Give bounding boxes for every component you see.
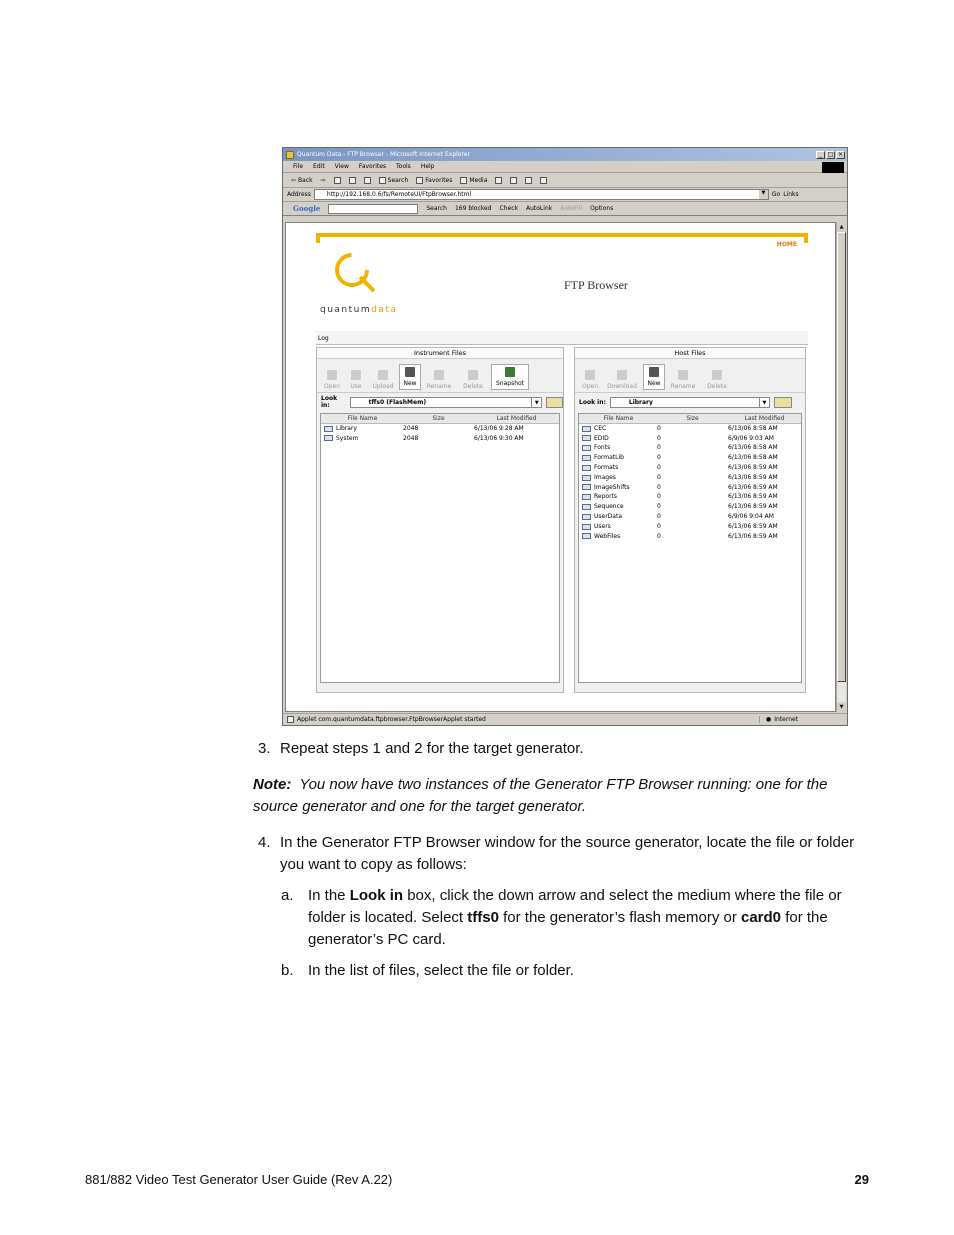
delete-icon — [468, 370, 478, 380]
col-size[interactable]: Size — [432, 415, 445, 422]
file-modified: 6/13/06 8:59 AM — [728, 473, 778, 481]
rename-label: Rename — [426, 383, 452, 390]
back-label: Back — [298, 176, 313, 184]
history-icon[interactable] — [495, 177, 502, 184]
note-paragraph — [253, 774, 873, 818]
file-modified: 6/13/06 9:28 AM — [474, 424, 524, 432]
download-label: Download — [607, 383, 637, 390]
ui-term: Look in — [349, 887, 404, 904]
search-label: Search — [387, 176, 409, 184]
file-size: 0 — [657, 463, 661, 471]
windows-logo — [822, 162, 844, 173]
file-row[interactable] — [579, 443, 801, 453]
file-name: Library — [336, 424, 357, 432]
delete-icon — [712, 370, 722, 380]
chevron-down-icon[interactable]: ▼ — [531, 398, 541, 407]
file-size: 2048 — [403, 434, 419, 442]
search-button[interactable] — [379, 177, 409, 184]
text-run: In the — [308, 887, 350, 904]
google-search-input[interactable] — [328, 204, 418, 214]
delete-label: Delete — [707, 383, 727, 390]
file-list-header — [321, 414, 559, 424]
folder-icon — [582, 465, 591, 471]
maximize-button[interactable]: □ — [827, 150, 834, 158]
file-size: 0 — [657, 512, 661, 520]
instrument-file-list — [320, 413, 560, 683]
ui-term: card0 — [741, 909, 782, 926]
file-row[interactable] — [579, 512, 801, 522]
open-label: Open — [581, 383, 599, 390]
delete-label: Delete — [463, 383, 483, 390]
scroll-up-icon[interactable]: ▲ — [837, 222, 846, 232]
host-delete-button[interactable] — [701, 370, 733, 390]
popup-blocked-count[interactable]: 169 blocked — [454, 205, 492, 212]
chevron-down-icon[interactable]: ▼ — [759, 398, 769, 407]
page-title: FTP Browser — [564, 278, 628, 292]
address-dropdown-icon[interactable]: ▼ — [759, 190, 768, 199]
file-modified: 6/9/06 9:03 AM — [728, 434, 774, 442]
file-name: FormatLib — [594, 454, 624, 462]
favorites-icon — [416, 177, 423, 184]
col-last-modified[interactable]: Last Modified — [496, 415, 537, 422]
brand-data: data — [371, 305, 398, 315]
substep-letter: b. — [281, 962, 294, 979]
instrument-files-title: Instrument Files — [317, 348, 563, 359]
stop-icon[interactable] — [334, 177, 341, 184]
file-name: UserData — [594, 512, 623, 520]
folder-icon — [582, 435, 591, 441]
host-files-pane — [574, 347, 806, 693]
go-button[interactable]: Go — [771, 191, 781, 198]
spell-check-button[interactable]: Check — [499, 205, 518, 212]
menu-edit[interactable]: Edit — [313, 163, 325, 170]
col-last-modified[interactable]: Last Modified — [744, 415, 785, 422]
folder-icon — [582, 504, 591, 510]
look-in-value: tffs0 (FlashMem) — [368, 398, 427, 406]
open-label: Open — [323, 383, 341, 390]
menu-file[interactable]: File — [293, 163, 304, 170]
instrument-use-button[interactable] — [345, 370, 367, 390]
forward-button[interactable]: ⇨ — [320, 176, 326, 184]
file-name: Fonts — [594, 444, 611, 452]
step-text: In the Generator FTP Browser window for the source generator, locate the file or folder you want to copy as follows: — [280, 834, 855, 873]
note-text: You now have two instances of the Generator FTP Browser running: one for the source generator and one for the target generator. — [253, 776, 828, 815]
footer-title: 881/882 Video Test Generator User Guide (Rev A.22) — [85, 1172, 393, 1187]
file-name: Reports — [594, 493, 618, 501]
autolink-button[interactable]: AutoLink — [526, 205, 553, 212]
host-toolbar — [575, 359, 805, 393]
vertical-scrollbar[interactable] — [836, 222, 846, 712]
file-size: 0 — [657, 454, 661, 462]
upload-icon — [378, 370, 388, 380]
new-label: New — [403, 380, 417, 387]
host-files-title: Host Files — [575, 348, 805, 359]
home-icon[interactable] — [364, 177, 371, 184]
address-label: Address — [287, 191, 311, 198]
rename-icon — [678, 370, 688, 380]
google-logo[interactable]: Google — [293, 204, 321, 213]
print-icon[interactable] — [525, 177, 532, 184]
file-modified: 6/13/06 9:30 AM — [474, 434, 524, 442]
applet-icon — [287, 716, 294, 723]
use-label: Use — [350, 383, 362, 390]
step-text: Repeat steps 1 and 2 for the target generator. — [280, 740, 584, 757]
step-number: 4. — [258, 834, 271, 851]
folder-icon — [324, 426, 333, 432]
new-folder-icon — [649, 367, 659, 377]
file-row[interactable] — [579, 453, 801, 463]
media-button[interactable] — [460, 177, 487, 184]
look-in-value: Library — [628, 398, 653, 406]
folder-icon — [582, 475, 591, 481]
log-label: Log — [318, 335, 329, 342]
step-number: 3. — [258, 740, 271, 757]
menu-tools[interactable]: Tools — [396, 163, 411, 170]
file-modified: 6/13/06 8:59 AM — [728, 493, 778, 501]
brand-quantum: quantum — [320, 305, 372, 315]
file-name: WebFiles — [594, 532, 621, 540]
file-modified: 6/13/06 8:59 AM — [728, 503, 778, 511]
open-icon — [585, 370, 595, 380]
status-bar — [283, 713, 847, 725]
brand-wordmark — [320, 305, 397, 315]
upload-label: Upload — [372, 383, 394, 390]
folder-icon — [324, 435, 333, 441]
file-size: 0 — [657, 473, 661, 481]
ie-icon — [286, 151, 294, 159]
file-modified: 6/13/06 8:58 AM — [728, 444, 778, 452]
file-modified: 6/13/06 8:59 AM — [728, 483, 778, 491]
scroll-thumb[interactable] — [837, 232, 846, 682]
file-size: 0 — [657, 444, 661, 452]
edit-icon[interactable] — [540, 177, 547, 184]
rename-label: Rename — [670, 383, 696, 390]
links-button[interactable]: Links — [783, 191, 799, 198]
options-button[interactable]: Options — [590, 205, 614, 212]
file-name: Formats — [594, 463, 619, 471]
page-frame-decoration — [316, 233, 808, 239]
file-size: 2048 — [403, 424, 419, 432]
menu-bar — [283, 161, 847, 173]
file-modified: 6/13/06 8:58 AM — [728, 454, 778, 462]
instrument-open-button[interactable] — [321, 370, 343, 390]
open-icon — [327, 370, 337, 380]
close-button[interactable]: × — [837, 150, 844, 158]
file-row[interactable] — [579, 473, 801, 483]
instrument-snapshot-button[interactable] — [491, 364, 529, 390]
file-modified: 6/13/06 8:59 AM — [728, 463, 778, 471]
up-folder-icon[interactable] — [774, 397, 792, 408]
col-file-name[interactable]: File Name — [603, 414, 634, 422]
file-size: 0 — [657, 483, 661, 491]
globe-icon: ● — [766, 716, 772, 723]
col-file-name[interactable]: File Name — [347, 414, 378, 422]
substep-text: In the list of files, select the file or folder. — [308, 962, 574, 979]
refresh-icon[interactable] — [349, 177, 356, 184]
favorites-label: Favorites — [425, 176, 453, 184]
scroll-down-icon[interactable]: ▼ — [837, 702, 846, 712]
file-name: Images — [594, 473, 616, 481]
minimize-button[interactable]: _ — [816, 151, 825, 159]
file-row[interactable] — [579, 463, 801, 473]
file-name: CEC — [594, 424, 607, 432]
file-row[interactable] — [579, 424, 801, 434]
file-name: Users — [594, 522, 611, 530]
menu-favorites[interactable]: Favorites — [358, 163, 387, 170]
address-bar — [283, 188, 847, 202]
file-row[interactable] — [579, 483, 801, 493]
note-label: Note: — [253, 776, 292, 793]
menu-help[interactable]: Help — [420, 163, 435, 170]
file-modified: 6/13/06 8:59 AM — [728, 532, 778, 540]
security-zone — [759, 716, 847, 723]
file-size: 0 — [657, 434, 661, 442]
text-run: box, click the down arrow and select the medium where the file or folder is located. Select — [308, 887, 842, 926]
snapshot-icon — [505, 367, 515, 377]
file-name: ImageShifts — [594, 483, 630, 491]
address-input[interactable] — [314, 189, 769, 200]
host-open-button[interactable] — [579, 370, 601, 390]
file-list-header — [579, 414, 801, 424]
file-size: 0 — [657, 532, 661, 540]
folder-icon — [582, 533, 591, 539]
instrument-look-in — [317, 393, 563, 411]
file-name: Sequence — [594, 503, 624, 511]
file-modified: 6/13/06 8:58 AM — [728, 424, 778, 432]
file-size: 0 — [657, 522, 661, 530]
host-look-in — [575, 393, 805, 411]
file-row[interactable] — [579, 502, 801, 512]
look-in-label: Look in: — [579, 398, 606, 406]
search-icon — [379, 177, 386, 184]
file-size: 0 — [657, 493, 661, 501]
media-label: Media — [469, 176, 488, 184]
file-name: System — [336, 434, 359, 442]
folder-icon — [582, 514, 591, 520]
substep-letter: a. — [281, 887, 294, 904]
substep-text — [308, 885, 870, 951]
status-text: Applet com.quantumdata.ftpbrowser.FtpBrowserApplet started — [297, 716, 486, 723]
file-row[interactable] — [579, 522, 801, 532]
google-search-button[interactable]: Search — [426, 205, 447, 212]
favorites-button[interactable] — [416, 177, 452, 184]
folder-icon — [582, 484, 591, 490]
back-arrow-icon: ⇦ — [291, 176, 297, 184]
file-name: EDID — [594, 434, 609, 442]
new-folder-icon — [405, 367, 415, 377]
quantumdata-logo-icon — [330, 251, 382, 293]
log-bar[interactable] — [316, 331, 808, 345]
snapshot-label: Snapshot — [495, 380, 525, 387]
instrument-upload-button[interactable] — [369, 370, 397, 390]
new-label: New — [647, 380, 661, 387]
window-titlebar — [283, 148, 847, 161]
browser-screenshot — [282, 147, 848, 726]
folder-icon — [582, 426, 591, 432]
rename-icon — [434, 370, 444, 380]
home-link[interactable]: HOME — [776, 241, 797, 248]
host-rename-button[interactable] — [667, 370, 699, 390]
file-row[interactable] — [579, 492, 801, 502]
window-title: Quantum Data - FTP Browser - Microsoft Internet Explorer — [297, 151, 470, 158]
file-row[interactable] — [321, 434, 559, 444]
address-value: http://192.168.0.6/fs/RemoteUI/FtpBrowser.html — [326, 191, 472, 198]
browser-toolbar — [283, 173, 847, 188]
folder-icon — [582, 445, 591, 451]
autofill-button[interactable]: AutoFill — [560, 205, 583, 212]
col-size[interactable]: Size — [686, 415, 699, 422]
menu-view[interactable]: View — [334, 163, 349, 170]
folder-icon — [582, 494, 591, 500]
mail-icon[interactable] — [510, 177, 517, 184]
instrument-delete-button[interactable] — [457, 370, 489, 390]
text-run: for the generator’s PC card. — [308, 909, 828, 948]
file-modified: 6/9/06 9:04 AM — [728, 512, 774, 520]
text-run: for the generator’s flash memory or — [498, 909, 741, 926]
page-number: 29 — [854, 1172, 869, 1187]
host-new-button[interactable] — [643, 364, 665, 390]
download-icon — [617, 370, 627, 380]
look-in-label: Look in: — [321, 395, 338, 409]
media-icon — [460, 177, 467, 184]
file-row[interactable] — [579, 532, 801, 542]
file-size: 0 — [657, 503, 661, 511]
instrument-files-pane — [316, 347, 564, 693]
instrument-new-button[interactable] — [399, 364, 421, 390]
google-toolbar — [283, 202, 847, 216]
file-size: 0 — [657, 424, 661, 432]
file-row[interactable] — [579, 434, 801, 444]
file-modified: 6/13/06 8:59 AM — [728, 522, 778, 530]
file-row[interactable] — [321, 424, 559, 434]
back-button[interactable] — [291, 177, 313, 184]
zone-label: Internet — [774, 716, 799, 723]
up-folder-icon[interactable] — [546, 397, 563, 408]
instrument-toolbar — [317, 359, 563, 393]
page-viewport — [285, 222, 836, 712]
instrument-rename-button[interactable] — [423, 370, 455, 390]
folder-icon — [582, 455, 591, 461]
host-download-button[interactable] — [603, 370, 641, 390]
folder-icon — [582, 524, 591, 530]
instrument-look-in-select[interactable] — [350, 397, 543, 408]
host-look-in-select[interactable] — [610, 397, 770, 408]
use-icon — [351, 370, 361, 380]
host-file-list — [578, 413, 802, 683]
ui-term: tffs0 — [467, 909, 499, 926]
